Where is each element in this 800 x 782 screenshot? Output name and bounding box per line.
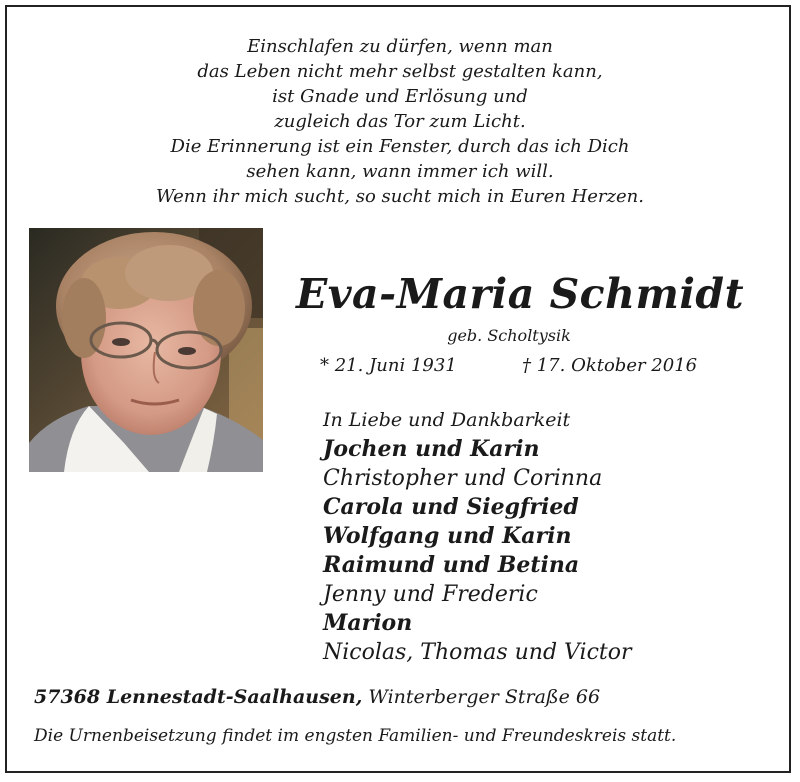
portrait-photo	[29, 228, 263, 472]
verse-line: sehen kann, wann immer ich will.	[246, 161, 554, 182]
verse-line: Einschlafen zu dürfen, wenn man	[247, 36, 553, 57]
mourner-entry: Marion	[323, 610, 413, 636]
mourner-entry: Jenny und Frederic	[323, 582, 538, 607]
verse-two	[0, 134, 800, 209]
verse-line: das Leben nicht mehr selbst gestalten kann,	[197, 61, 603, 82]
mourner-entry: Carola und Siegfried	[323, 494, 579, 520]
verse-line: ist Gnade und Erlösung und	[272, 86, 528, 107]
address-line	[34, 686, 600, 708]
address-street: Winterberger Straße 66	[368, 686, 601, 708]
death-date: † 17. Oktober 2016	[522, 355, 698, 376]
mourner-entry: Jochen und Karin	[323, 436, 540, 462]
verse-line: Die Erinnerung ist ein Fenster, durch das ich Dich	[170, 136, 630, 157]
verse-line: Wenn ihr mich sucht, so sucht mich in Euren Herzen.	[156, 186, 644, 207]
deceased-name: Eva-Maria Schmidt	[295, 270, 745, 318]
burial-note: Die Urnenbeisetzung findet im engsten Familien- und Freundeskreis statt.	[34, 726, 677, 746]
mourner-entry: Nicolas, Thomas und Victor	[323, 640, 632, 665]
mourners-list	[323, 406, 632, 667]
address-city: 57368 Lennestadt-Saalhausen,	[34, 686, 363, 708]
mourner-entry: Raimund und Betina	[323, 552, 580, 578]
maiden-name: geb. Scholtysik	[447, 326, 571, 345]
verse-one	[0, 34, 800, 134]
verse-line: zugleich das Tor zum Licht.	[274, 111, 526, 132]
mourners-intro: In Liebe und Dankbarkeit	[323, 409, 571, 431]
mourner-entry: Wolfgang und Karin	[323, 523, 572, 549]
birth-date: * 21. Juni 1931	[320, 355, 457, 376]
mourner-entry: Christopher und Corinna	[323, 466, 603, 491]
